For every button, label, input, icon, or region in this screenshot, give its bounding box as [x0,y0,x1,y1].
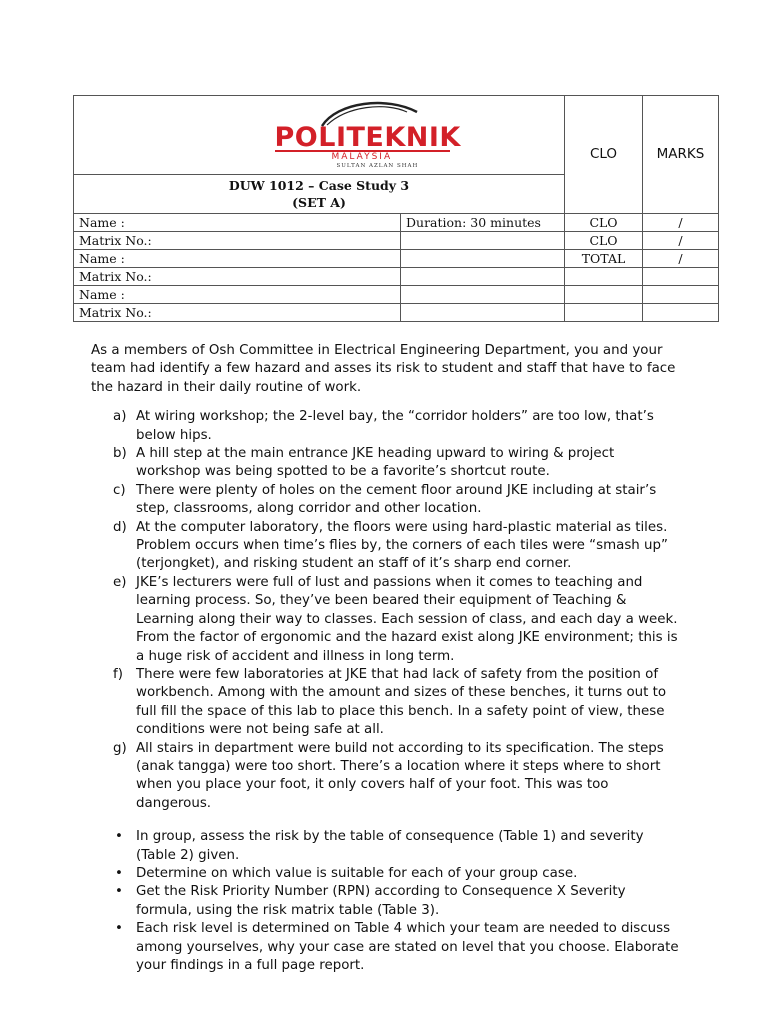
logo-brand-text: POLITEKNIK [274,122,461,153]
logo-tagline: SULTAN AZLAN SHAH [336,163,419,169]
marks-cell: / [643,250,719,268]
case-text: At wiring workshop; the 2-level bay, the “corridor holders” are too low, that’s below hips. [136,409,654,443]
document-body [91,342,681,975]
instruction-text: Each risk level is determined on Table 4 which your team are needed to discuss among yourselves, why your case are stated on level that you choose. Elaborate your findings in a full page report. [136,921,679,973]
table-row [74,250,719,268]
list-item [91,920,681,975]
bullet-icon: • [115,921,123,937]
field-label: Name : [74,250,401,268]
empty-cell [401,304,565,322]
bullet-icon: • [115,829,123,845]
list-marker: e) [113,574,127,590]
empty-cell [401,232,565,250]
case-text: A hill step at the main entrance JKE heading upward to wiring & project workshop was being spotted to be a favorite’s shortcut route. [136,446,615,480]
empty-cell [401,268,565,286]
marks-cell: / [643,214,719,232]
list-marker: b) [113,446,127,462]
case-list [91,408,681,813]
instruction-text: In group, assess the risk by the table of consequence (Table 1) and severity (Table 2) given. [136,829,644,863]
politeknik-logo [267,98,461,169]
empty-cell [401,286,565,304]
list-item [91,666,681,740]
case-text: There were few laboratories at JKE that had lack of safety from the position of workbench. Among with the amount and sizes of these benches, it turns out to full fill the space of this lab to place this bench. In a safety point of view, these conditions were not being safe at all. [136,666,667,738]
logo-country-text: MALAYSIA [331,152,393,162]
list-marker: a) [113,409,127,425]
case-text: All stairs in department were build not according to its specification. The steps (anak tangga) were too short. There’s a location where it steps where to short when you place your foot, it only covers half of your foot. This was too dangerous. [136,740,664,811]
course-title: DUW 1012 – Case Study 3 [228,178,410,193]
case-text: JKE’s lecturers were full of lust and passions when it comes to teaching and learning process. So, they’ve been beared their equipment of Teaching & Learning along their way to classes. Each session of class, and each day a week. From the factor of ergonomic and the hazard exist along JKE environment; this is a huge risk of accident and illness in long term. [136,574,678,664]
empty-cell [401,250,565,268]
field-label: Matrix No.: [74,232,401,250]
list-item [91,574,681,666]
list-marker: g) [113,740,127,756]
duration-cell: Duration: 30 minutes [401,214,565,232]
marks-cell: / [643,232,719,250]
field-label: Name : [74,286,401,304]
clo-cell: CLO [565,232,643,250]
table-row [74,214,719,232]
bullet-icon: • [115,865,123,881]
marks-header: MARKS [643,96,719,214]
table-row [74,232,719,250]
instruction-text: Determine on which value is suitable for each of your group case. [136,865,578,881]
list-marker: f) [113,666,123,682]
case-text: There were plenty of holes on the cement floor around JKE including at stair’s step, classrooms, along corridor and other location. [136,482,657,517]
table-row [74,304,719,322]
list-item [91,828,681,865]
instruction-list [91,828,681,975]
clo-cell: CLO [565,214,643,232]
empty-cell [565,268,643,286]
list-marker: c) [113,482,126,498]
field-label: Matrix No.: [74,268,401,286]
logo-cell [74,96,565,175]
set-label: (SET A) [292,195,346,210]
list-marker: d) [113,519,127,535]
list-item [91,445,681,482]
header-table [73,95,719,322]
case-text: At the computer laboratory, the floors were using hard-plastic material as tiles. Problem occurs when time’s flies by, the corners of each tiles were “smash up” (terjongket), and risking student an staff of it’s sharp end corner. [136,519,668,572]
bullet-icon: • [115,884,123,900]
field-label: Matrix No.: [74,304,401,322]
table-row [74,268,719,286]
empty-cell [643,304,719,322]
list-item [91,883,681,920]
empty-cell [643,268,719,286]
list-item [91,408,681,445]
field-label: Name : [74,214,401,232]
list-item [91,740,681,814]
total-cell: TOTAL [565,250,643,268]
course-title-cell [74,175,565,214]
instruction-text: Get the Risk Priority Number (RPN) according to Consequence X Severity formula, using the risk matrix table (Table 3). [136,884,626,918]
empty-cell [565,286,643,304]
clo-header: CLO [565,96,643,214]
empty-cell [643,286,719,304]
table-row [74,286,719,304]
list-item [91,865,681,883]
list-item [91,519,681,574]
empty-cell [565,304,643,322]
intro-paragraph: As a members of Osh Committee in Electrical Engineering Department, you and your team had identify a few hazard and asses its risk to student and staff that have to face the hazard in their daily routine of work. [91,343,676,395]
list-item [91,482,681,519]
